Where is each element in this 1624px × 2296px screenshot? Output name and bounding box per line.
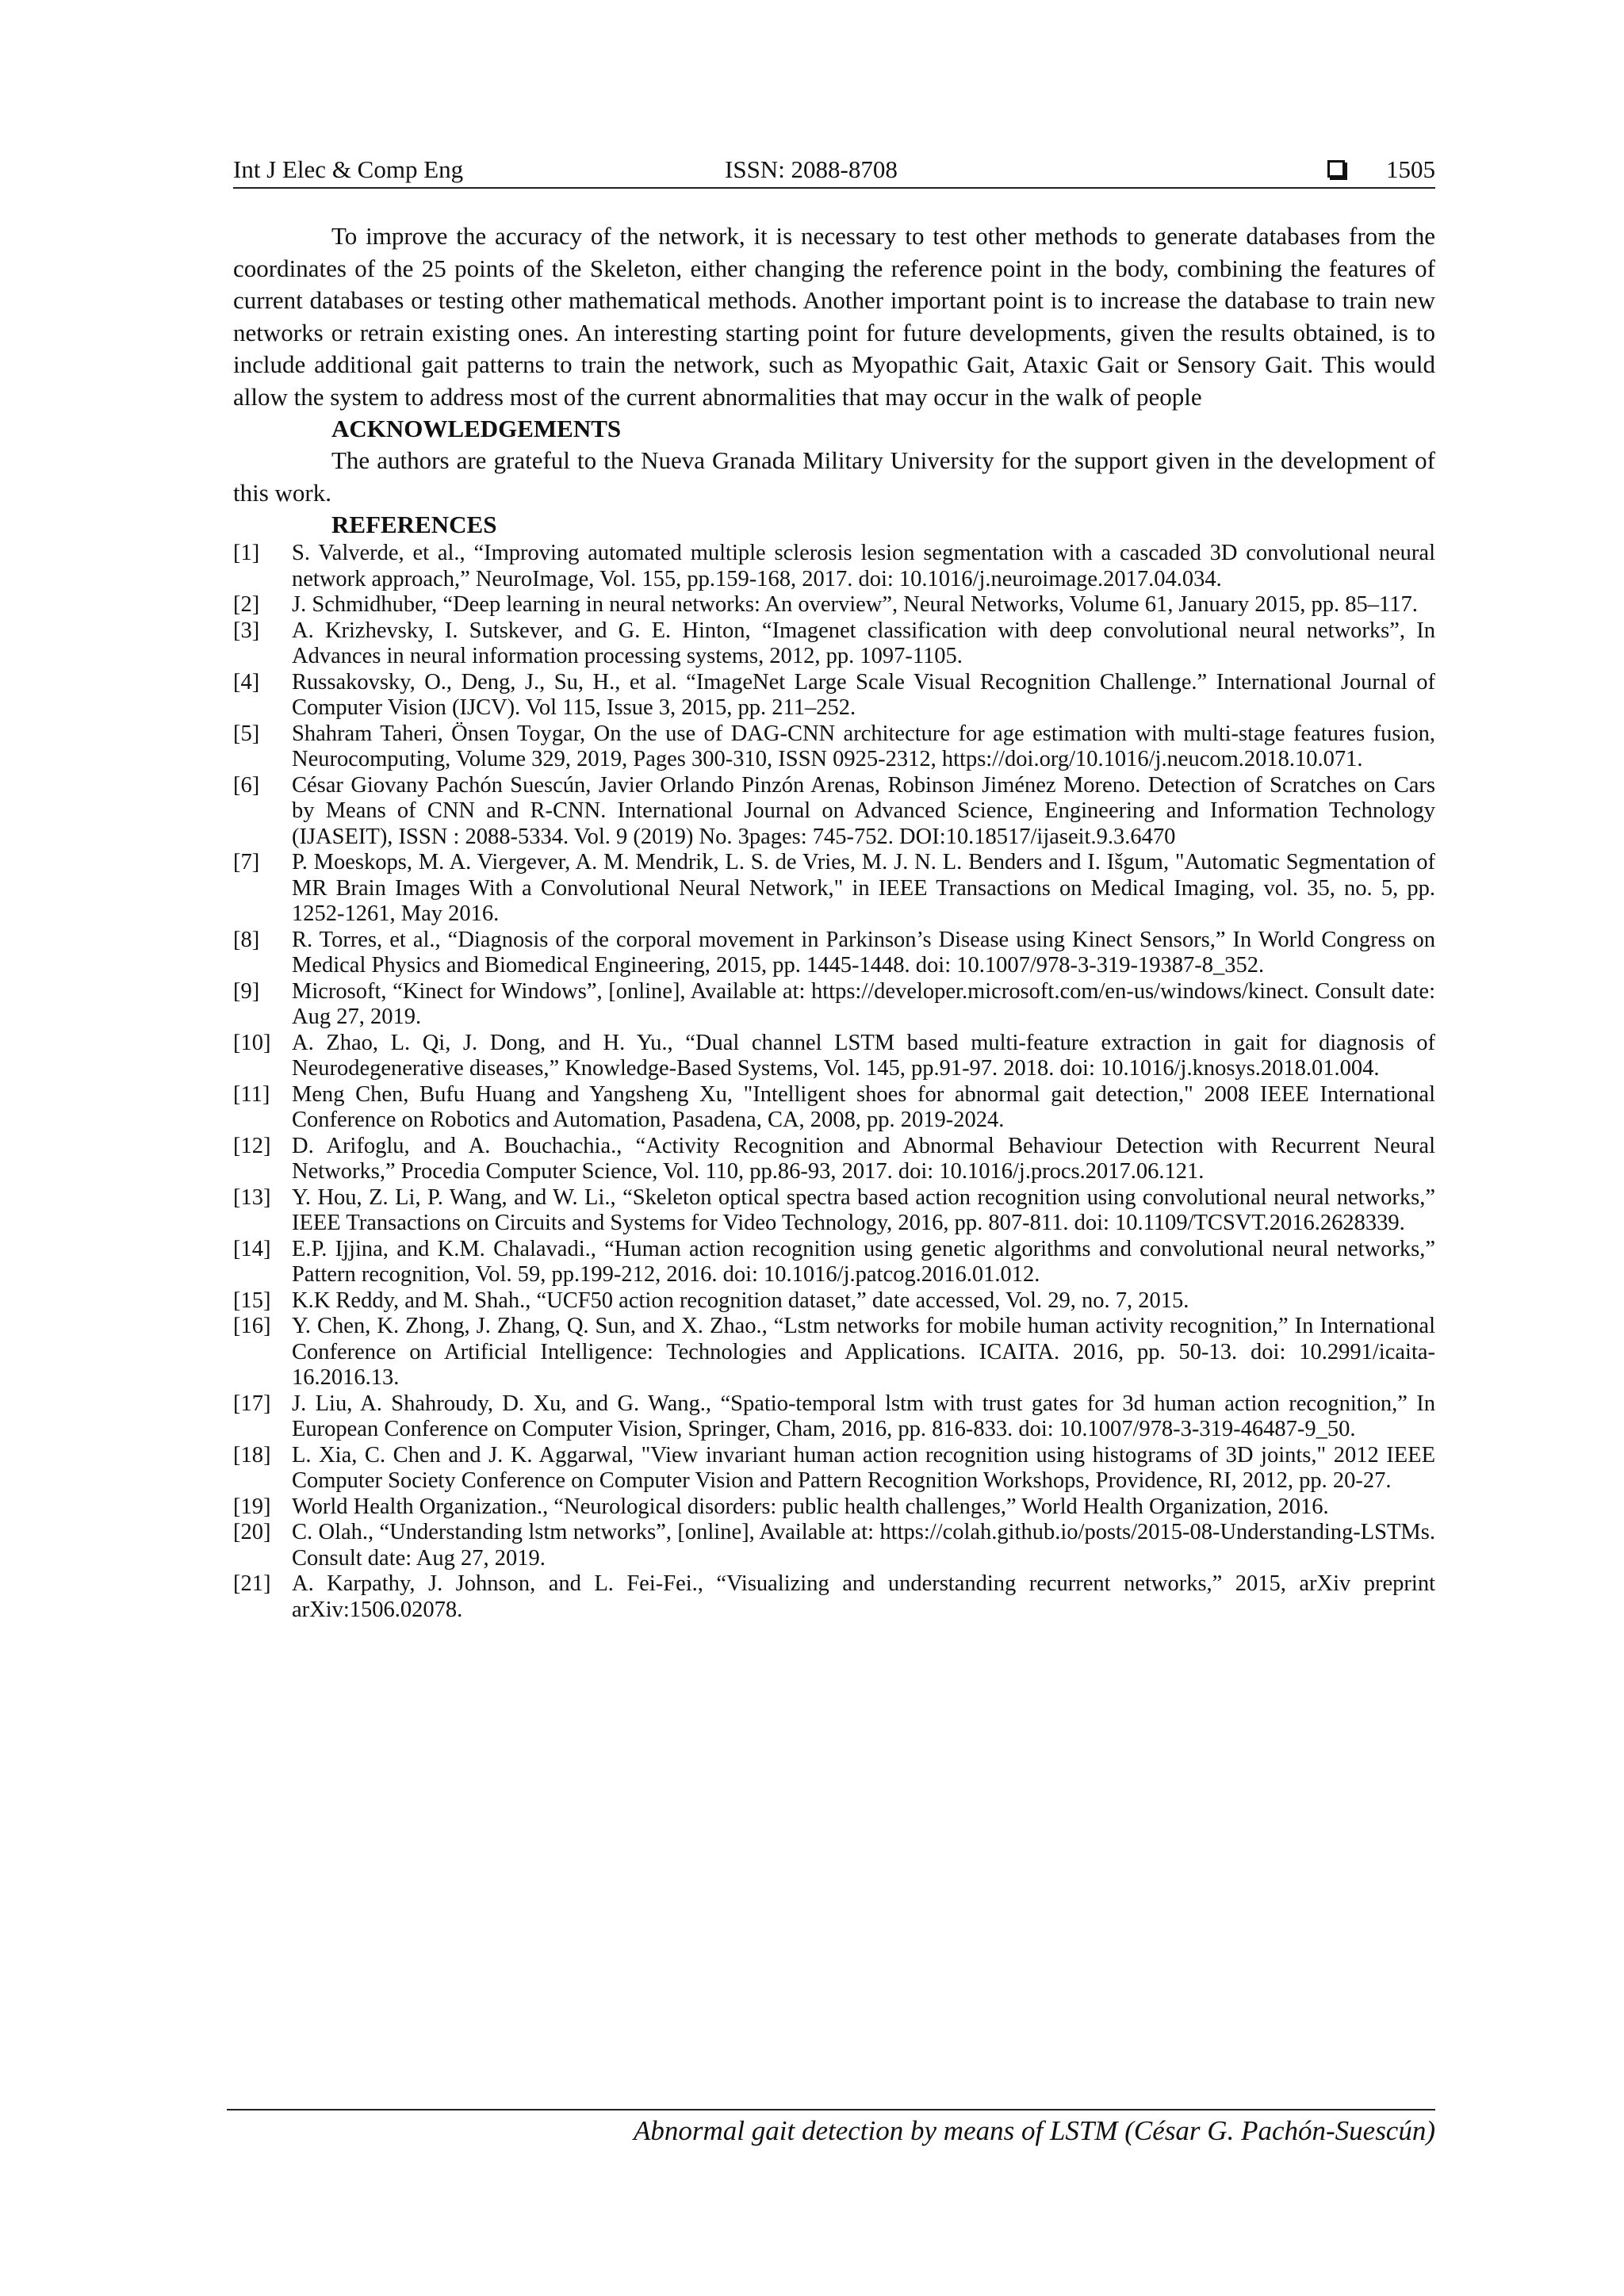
references-list xyxy=(233,541,1435,1623)
reference-text: Russakovsky, O., Deng, J., Su, H., et al. “ImageNet Large Scale Visual Recognition Challenge.” International Journal of Computer Vision (IJCV). Vol 115, Issue 3, 2015, pp. 211–252. xyxy=(292,669,1435,720)
reference-text: P. Moeskops, M. A. Viergever, A. M. Mendrik, L. S. de Vries, M. J. N. L. Benders and I. Išgum, "Automatic Segmentation of MR Brain Images With a Convolutional Neural Network," in IEEE Transactions on Medical Imaging, vol. 35, no. 5, pp. 1252-1261, May 2016. xyxy=(292,850,1435,926)
reference-item xyxy=(233,1288,1435,1314)
acknowledgements-heading: ACKNOWLEDGEMENTS xyxy=(331,415,622,442)
reference-item xyxy=(233,773,1435,851)
reference-text: Y. Chen, K. Zhong, J. Zhang, Q. Sun, and X. Zhao., “Lstm networks for mobile human activity recognition,” In International Conference on Artificial Intelligence: Technologies and Applications. ICAITA. 2016, pp. 50-13. doi: 10.2991/icaita-16.2016.13. xyxy=(292,1314,1435,1390)
reference-number: [20] xyxy=(233,1520,271,1544)
reference-text: César Giovany Pachón Suescún, Javier Orlando Pinzón Arenas, Robinson Jiménez Moreno. Detection of Scratches on Cars by Means of CNN and R-CNN. International Journal on Advanced Science, Engineering and Information Technology (IJASEIT), ISSN : 2088-5334. Vol. 9 (2019) No. 3pages: 745-752. DOI:10.18517/ijaseit.9.3.6470 xyxy=(292,772,1435,849)
reference-item xyxy=(233,1237,1435,1288)
reference-text: D. Arifoglu, and A. Bouchachia., “Activity Recognition and Abnormal Behaviour Detection with Recurrent Neural Networks,” Procedia Computer Science, Vol. 110, pp.86-93, 2017. doi: 10.1016/j.procs.2017.06.121. xyxy=(292,1133,1435,1184)
reference-item xyxy=(233,1391,1435,1443)
reference-number: [19] xyxy=(233,1494,271,1519)
reference-text: L. Xia, C. Chen and J. K. Aggarwal, "View invariant human action recognition using histograms of 3D joints," 2012 IEEE Computer Society Conference on Computer Vision and Pattern Recognition Workshops, Providence, RI, 2012, pp. 20-27. xyxy=(292,1442,1435,1493)
reference-number: [14] xyxy=(233,1236,271,1261)
reference-text: C. Olah., “Understanding lstm networks”, [online], Available at: https://colah.github.io/posts/2015-08-Understanding-LSTMs. Consult date: Aug 27, 2019. xyxy=(292,1520,1435,1571)
reference-text: Shahram Taheri, Önsen Toygar, On the use of DAG-CNN architecture for age estimation with multi-stage features fusion, Neurocomputing, Volume 329, 2019, Pages 300-310, ISSN 0925-2312, https://doi.org/10.1016/j.neucom.2018.10.071. xyxy=(292,721,1435,771)
reference-text: S. Valverde, et al., “Improving automated multiple sclerosis lesion segmentation with a cascaded 3D convolutional neural network approach,” NeuroImage, Vol. 155, pp.159-168, 2017. doi: 10.1016/j.neuroimage.2017.04.034. xyxy=(292,541,1435,591)
reference-number: [8] xyxy=(233,927,260,952)
reference-text: Y. Hou, Z. Li, P. Wang, and W. Li., “Skeleton optical spectra based action recognition using convolutional neural networks,” IEEE Transactions on Circuits and Systems for Video Technology, 2016, pp. 807-811. doi: 10.1109/TCSVT.2016.2628339. xyxy=(292,1184,1435,1235)
reference-item xyxy=(233,1571,1435,1623)
reference-item xyxy=(233,1185,1435,1237)
square-box-icon xyxy=(1327,160,1345,178)
journal-name: Int J Elec & Comp Eng xyxy=(233,155,464,183)
reference-number: [10] xyxy=(233,1030,271,1055)
reference-text: A. Karpathy, J. Johnson, and L. Fei-Fei., “Visualizing and understanding recurrent networks,” 2015, arXiv preprint arXiv:1506.02078. xyxy=(292,1571,1435,1622)
reference-number: [5] xyxy=(233,721,260,746)
reference-item xyxy=(233,1494,1435,1521)
reference-number: [2] xyxy=(233,592,260,617)
reference-item xyxy=(233,1314,1435,1391)
conclusion-paragraph: To improve the accuracy of the network, it is necessary to test other methods to generate databases from the coordinates of the 25 points of the Skeleton, either changing the reference point in the body, combining the features of current databases or testing other mathematical methods. Another important point is to increase the database to train new networks or retrain existing ones. An interesting starting point for future developments, given the results obtained, is to include additional gait patterns to train the network, such as Myopathic Gait, Ataxic Gait or Sensory Gait. This would allow the system to address most of the current abnormalities that may occur in the walk of people xyxy=(233,222,1435,411)
reference-number: [15] xyxy=(233,1288,271,1313)
reference-item xyxy=(233,541,1435,592)
reference-number: [17] xyxy=(233,1391,271,1416)
running-title: Abnormal gait detection by means of LSTM (César G. Pachón-Suescún) xyxy=(634,2115,1435,2146)
reference-number: [18] xyxy=(233,1442,271,1468)
reference-text: K.K Reddy, and M. Shah., “UCF50 action recognition dataset,” date accessed, Vol. 29, no. 7, 2015. xyxy=(292,1288,1189,1313)
reference-number: [13] xyxy=(233,1184,271,1210)
reference-item xyxy=(233,1031,1435,1082)
reference-item xyxy=(233,592,1435,618)
reference-item xyxy=(233,1520,1435,1571)
page-footer xyxy=(227,2109,1435,2149)
reference-item xyxy=(233,1134,1435,1185)
reference-number: [4] xyxy=(233,669,260,695)
reference-number: [12] xyxy=(233,1133,271,1158)
issn-label: ISSN: 2088-8708 xyxy=(725,155,898,183)
reference-text: J. Liu, A. Shahroudy, D. Xu, and G. Wang., “Spatio-temporal lstm with trust gates for 3d human action recognition,” In European Conference on Computer Vision, Springer, Cham, 2016, pp. 816-833. doi: 10.1007/978-3-319-46487-9_50. xyxy=(292,1391,1435,1441)
reference-text: Microsoft, “Kinect for Windows”, [online], Available at: https://developer.microsoft.com/en-us/windows/kinect. Consult date: Aug 27, 2019. xyxy=(292,978,1435,1029)
reference-number: [21] xyxy=(233,1571,271,1596)
page-number: 1505 xyxy=(1386,155,1435,183)
reference-number: [1] xyxy=(233,541,260,565)
reference-item xyxy=(233,618,1435,670)
reference-text: A. Zhao, L. Qi, J. Dong, and H. Yu., “Dual channel LSTM based multi-feature extraction in gait for diagnosis of Neurodegenerative diseases,” Knowledge-Based Systems, Vol. 145, pp.91-97. 2018. doi: 10.1016/j.knosys.2018.01.004. xyxy=(292,1030,1435,1081)
reference-item xyxy=(233,850,1435,928)
references-heading: REFERENCES xyxy=(331,511,497,538)
reference-item xyxy=(233,1443,1435,1494)
reference-number: [7] xyxy=(233,850,260,874)
page-header xyxy=(233,155,1435,189)
acknowledgements-text: The authors are grateful to the Nueva Granada Military University for the support given in the development of this work. xyxy=(233,446,1435,507)
reference-item xyxy=(233,670,1435,721)
reference-text: World Health Organization., “Neurological disorders: public health challenges,” World Health Organization, 2016. xyxy=(292,1494,1329,1519)
reference-number: [16] xyxy=(233,1314,271,1338)
page-body xyxy=(233,220,1435,1623)
reference-text: E.P. Ijjina, and K.M. Chalavadi., “Human action recognition using genetic algorithms and convolutional neural networks,” Pattern recognition, Vol. 59, pp.199-212, 2016. doi: 10.1016/j.patcog.2016.01.012. xyxy=(292,1236,1435,1287)
reference-item xyxy=(233,928,1435,979)
reference-number: [11] xyxy=(233,1081,270,1107)
reference-text: A. Krizhevsky, I. Sutskever, and G. E. Hinton, “Imagenet classification with deep convolutional neural networks”, In Advances in neural information processing systems, 2012, pp. 1097-1105. xyxy=(292,618,1435,668)
reference-number: [6] xyxy=(233,772,260,798)
reference-text: Meng Chen, Bufu Huang and Yangsheng Xu, "Intelligent shoes for abnormal gait detection," 2008 IEEE International Conference on Robotics and Automation, Pasadena, CA, 2008, pp. 2019-2024. xyxy=(292,1081,1435,1132)
reference-number: [3] xyxy=(233,618,260,643)
reference-text: R. Torres, et al., “Diagnosis of the corporal movement in Parkinson’s Disease using Kinect Sensors,” In World Congress on Medical Physics and Biomedical Engineering, 2015, pp. 1445-1448. doi: 10.1007/978-3-319-19387-8_352. xyxy=(292,927,1435,978)
reference-item xyxy=(233,1082,1435,1134)
reference-text: J. Schmidhuber, “Deep learning in neural networks: An overview”, Neural Networks, Volume 61, January 2015, pp. 85–117. xyxy=(292,592,1418,617)
reference-number: [9] xyxy=(233,978,260,1004)
reference-item xyxy=(233,721,1435,773)
reference-item xyxy=(233,979,1435,1031)
